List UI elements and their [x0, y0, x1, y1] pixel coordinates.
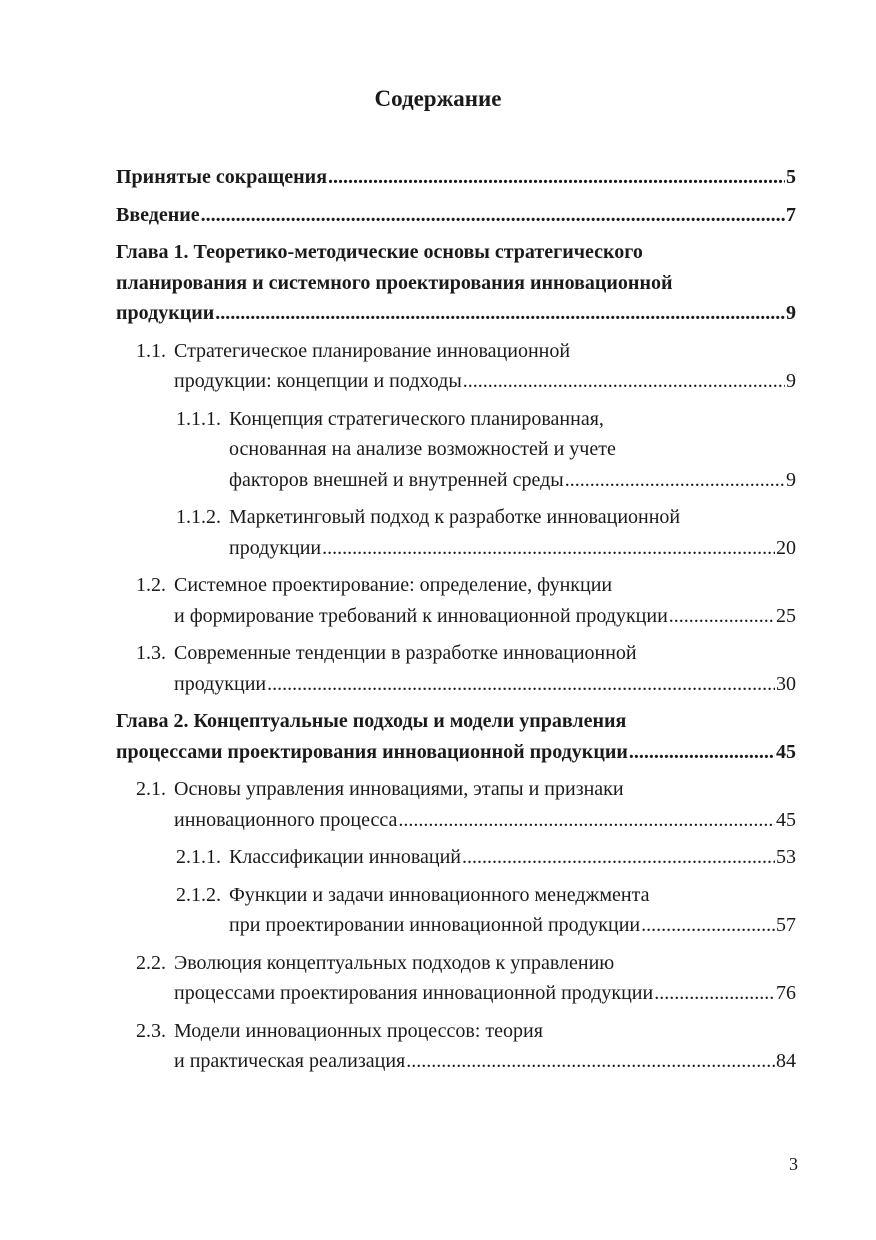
dot-leader	[322, 533, 775, 564]
dot-leader	[215, 298, 785, 329]
toc-entry-number: 1.1.1.	[176, 407, 221, 430]
toc-page-number: 30	[776, 672, 796, 695]
toc-entry-title: и формирование требований к инновационной продукции	[174, 604, 668, 627]
toc-entry-title-line: планирования и системного проектирования инновационной	[116, 271, 673, 294]
toc-entry-number: 2.2.	[136, 951, 166, 974]
toc-page-number: 9	[786, 468, 796, 491]
toc-page-number: 20	[776, 536, 796, 559]
toc-entry-title: Принятые сокращения	[116, 166, 328, 188]
toc-entry-title-line: Маркетинговый подход к разработке инновационной	[229, 506, 681, 528]
toc-entry-introduction[interactable]	[116, 200, 796, 231]
table-of-contents	[116, 162, 796, 1077]
dot-leader	[669, 601, 775, 632]
toc-entry-number: 1.3.	[136, 642, 166, 664]
toc-entry-abbreviations[interactable]	[116, 162, 796, 193]
toc-entry-2-1-1[interactable]	[116, 842, 796, 873]
toc-entry-title-line: Эволюция концептуальных подходов к управлению	[174, 951, 615, 974]
toc-entry-2-3[interactable]	[116, 1016, 796, 1077]
toc-page-number: 25	[776, 604, 796, 627]
toc-entry-title: процессами проектирования инновационной продукции	[116, 740, 628, 763]
dot-leader	[565, 465, 785, 496]
dot-leader	[267, 669, 775, 700]
toc-entry-title-line: Концепция стратегического планированная,	[229, 407, 604, 430]
dot-leader	[654, 978, 775, 1009]
dot-leader	[641, 910, 775, 941]
dot-leader	[463, 366, 785, 397]
toc-entry-number: 1.1.2.	[176, 506, 221, 528]
toc-entry-chapter-1[interactable]	[116, 237, 796, 329]
toc-entry-1-2[interactable]	[116, 570, 796, 631]
toc-entry-number: 2.1.1.	[176, 846, 221, 868]
toc-page-number: 45	[776, 740, 796, 763]
page-number: 3	[789, 1154, 798, 1174]
toc-page-number: 76	[776, 982, 796, 1004]
toc-entry-title: продукции	[229, 536, 322, 559]
toc-page-number: 9	[786, 370, 796, 392]
toc-entry-2-1[interactable]	[116, 774, 796, 835]
toc-entry-1-1-1[interactable]	[116, 404, 796, 496]
toc-entry-title: Введение	[116, 203, 200, 226]
toc-entry-chapter-2[interactable]	[116, 706, 796, 767]
toc-entry-title: продукции: концепции и подходы	[174, 370, 462, 392]
page-title: Содержание	[374, 86, 502, 111]
toc-entry-number: 1.2.	[136, 574, 166, 596]
toc-entry-title: инновационного процесса	[174, 808, 398, 831]
toc-entry-number: 2.1.	[136, 778, 166, 800]
dot-leader	[462, 842, 775, 873]
dot-leader	[201, 200, 785, 231]
toc-entry-title-line: Основы управления инновациями, этапы и признаки	[174, 778, 624, 800]
toc-entry-title: Классификации инноваций	[229, 846, 461, 868]
toc-entry-1-1[interactable]	[116, 336, 796, 397]
dot-leader	[629, 737, 775, 768]
toc-page-number: 53	[776, 846, 796, 868]
toc-entry-1-3[interactable]	[116, 638, 796, 699]
toc-entry-title: продукции	[174, 672, 267, 695]
toc-entry-title: процессами проектирования инновационной продукции	[174, 982, 654, 1004]
toc-entry-number: 2.3.	[136, 1019, 166, 1042]
toc-entry-2-2[interactable]	[116, 948, 796, 1009]
toc-entry-title-line: основанная на анализе возможностей и учете	[229, 438, 616, 460]
toc-entry-number: 2.1.2.	[176, 883, 221, 906]
dot-leader	[398, 805, 775, 836]
toc-entry-title-line: Глава 2. Концептуальные подходы и модели управления	[116, 710, 627, 732]
toc-page-number: 9	[786, 302, 796, 324]
toc-entry-title: продукции	[116, 302, 215, 324]
toc-page-number: 84	[776, 1050, 796, 1072]
toc-entry-title-line: Современные тенденции в разработке инновационной	[174, 642, 637, 664]
toc-entry-title-line: Функции и задачи инновационного менеджмента	[229, 883, 650, 906]
toc-page-number: 5	[786, 166, 796, 188]
toc-entry-title-line: Модели инновационных процессов: теория	[174, 1019, 543, 1042]
toc-entry-title-line: Системное проектирование: определение, функции	[174, 574, 613, 596]
toc-entry-1-1-2[interactable]	[116, 502, 796, 563]
toc-entry-title: при проектировании инновационной продукции	[229, 914, 641, 936]
toc-entry-number: 1.1.	[136, 339, 166, 362]
dot-leader	[328, 162, 785, 193]
dot-leader	[406, 1046, 775, 1077]
toc-entry-title-line: Глава 1. Теоретико-методические основы стратегического	[116, 241, 643, 263]
toc-page-number: 45	[776, 808, 796, 831]
toc-entry-title-line: Стратегическое планирование инновационной	[174, 339, 571, 362]
toc-page-number: 57	[776, 914, 796, 936]
toc-entry-title: и практическая реализация	[174, 1050, 406, 1072]
toc-entry-2-1-2[interactable]	[116, 880, 796, 941]
toc-page-number: 7	[786, 203, 796, 226]
toc-entry-title: факторов внешней и внутренней среды	[229, 468, 564, 491]
